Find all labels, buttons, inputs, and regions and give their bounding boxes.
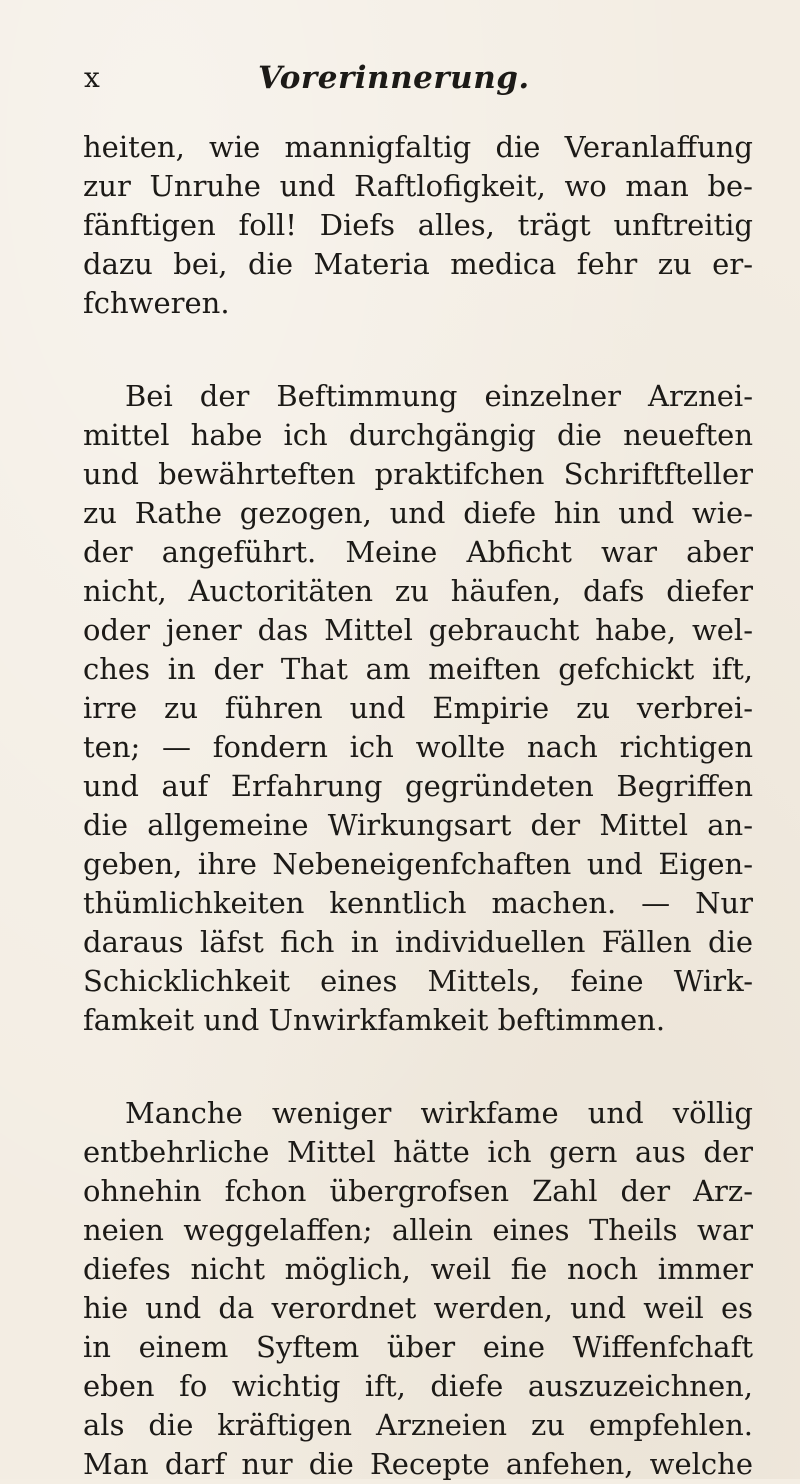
text-line: eben fo wichtig ift, diefe auszuzeichnen, xyxy=(83,1369,753,1403)
text-line: oder jener das Mittel gebraucht habe, wel- xyxy=(83,613,753,647)
text-line: dazu bei, die Materia medica fehr zu er- xyxy=(83,247,753,281)
text-line: entbehrliche Mittel hätte ich gern aus der xyxy=(83,1135,753,1169)
text-line: irre zu führen und Empirie zu verbrei- xyxy=(83,691,753,725)
running-title: Vorerinnerung. xyxy=(258,60,530,96)
text-line: nicht, Auctoritäten zu häufen, dafs diefer xyxy=(83,574,753,608)
text-line: der angeführt. Meine Abficht war aber xyxy=(83,535,753,569)
text-line: die allgemeine Wirkungsart der Mittel an- xyxy=(83,808,753,842)
text-line: heiten, wie mannigfaltig die Veranlaffung xyxy=(83,130,753,164)
text-line: und auf Erfahrung gegründeten Begriffen xyxy=(83,769,753,803)
text-line: hie und da verordnet werden, und weil es xyxy=(83,1291,753,1325)
paragraph-gap xyxy=(83,1040,753,1094)
paragraph-3 xyxy=(83,1094,753,1484)
text-line: fchweren. xyxy=(83,286,230,320)
page-number: x xyxy=(84,61,100,94)
text-line: neien weggelaffen; allein eines Theils war xyxy=(83,1213,753,1247)
text-line: als die kräftigen Arzneien zu empfehlen. xyxy=(83,1408,753,1442)
text-line: fänftigen foll! Diefs alles, trägt unftreitig xyxy=(83,208,753,242)
text-line: und bewährteften praktifchen Schriftfteller xyxy=(83,457,753,491)
text-line: diefes nicht möglich, weil fie noch immer xyxy=(83,1252,753,1286)
text-line: famkeit und Unwirkfamkeit beftimmen. xyxy=(83,1003,666,1037)
text-line: Man darf nur die Recepte anfehen, welche xyxy=(83,1447,753,1481)
paragraph-2 xyxy=(83,377,753,1040)
text-line: geben, ihre Nebeneigenfchaften und Eigen- xyxy=(83,847,753,881)
text-line: daraus läfst fich in individuellen Fällen die xyxy=(83,925,753,959)
text-line: in einem Syftem über eine Wiffenfchaft xyxy=(83,1330,753,1364)
text-line: ches in der That am meiften gefchickt ift, xyxy=(83,652,753,686)
body-text xyxy=(83,128,753,1484)
paragraph-gap xyxy=(83,323,753,377)
text-line: Bei der Beftimmung einzelner Arznei- xyxy=(125,379,753,413)
page-header xyxy=(0,58,800,98)
paragraph-1 xyxy=(83,128,753,323)
text-line: zur Unruhe und Raftlofigkeit, wo man be- xyxy=(83,169,753,203)
text-line: thümlichkeiten kenntlich machen. — Nur xyxy=(83,886,753,920)
text-line: mittel habe ich durchgängig die neueften xyxy=(83,418,753,452)
text-line: zu Rathe gezogen, und diefe hin und wie- xyxy=(83,496,753,530)
text-line: Manche weniger wirkfame und völlig xyxy=(125,1096,753,1130)
text-line: ten; — fondern ich wollte nach richtigen xyxy=(83,730,753,764)
text-line: Schicklichkeit eines Mittels, feine Wirk- xyxy=(83,964,753,998)
text-line: ohnehin fchon übergrofsen Zahl der Arz- xyxy=(83,1174,753,1208)
